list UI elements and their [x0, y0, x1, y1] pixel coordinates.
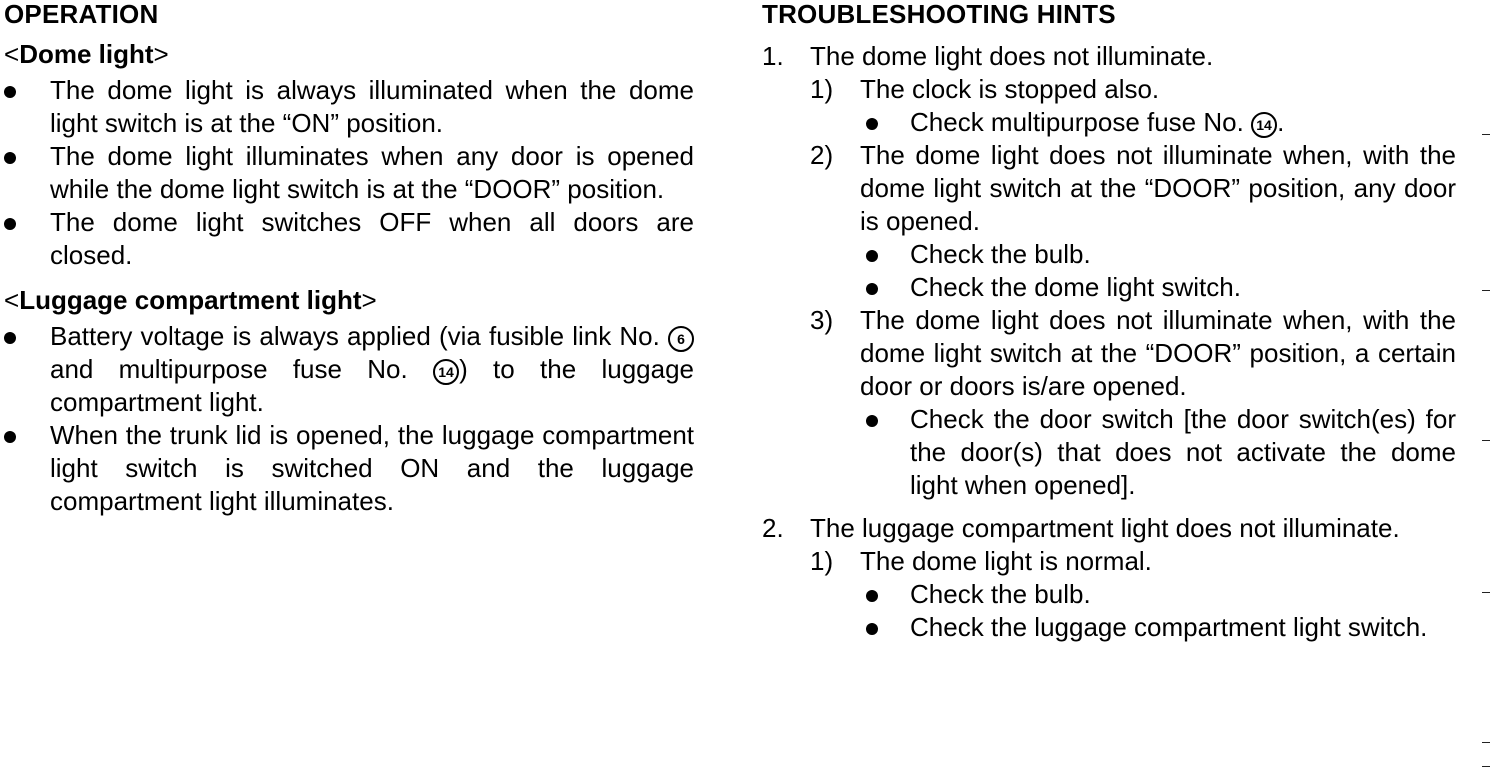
check-text: . — [1277, 107, 1285, 137]
bullet-icon — [866, 623, 878, 635]
bullet-icon — [866, 590, 878, 602]
check-text: Check the luggage compartment light switch. — [910, 612, 1428, 642]
bullet-text: Battery voltage is always applied (via fusible link No. — [50, 321, 660, 351]
hint-text: The luggage compartment light does not illuminate. — [810, 513, 1400, 543]
margin-tick — [1482, 290, 1490, 291]
dome-light-bullets — [4, 74, 694, 272]
subitem-text: The clock is stopped also. — [860, 74, 1160, 104]
hint-subitem — [810, 545, 1456, 644]
subitem-number: 3) — [810, 305, 834, 335]
dome-light-lt: < — [4, 39, 20, 69]
bullet-icon — [866, 283, 878, 295]
luggage-light-gt: > — [361, 285, 377, 315]
hint-subitem — [810, 304, 1456, 502]
check-text: Check the bulb. — [910, 239, 1091, 269]
check-text: Check the dome light switch. — [910, 272, 1241, 302]
subitem-number: 2) — [810, 140, 834, 170]
troubleshooting-heading: TROUBLESHOOTING HINTS — [762, 0, 1116, 29]
margin-tick — [1482, 742, 1490, 743]
check-list — [860, 578, 1456, 644]
list-item — [4, 140, 694, 206]
hint-item — [762, 512, 1456, 644]
list-item — [4, 206, 694, 272]
list-item — [4, 419, 694, 518]
bullet-text: The dome light is always illuminated when the dome light switch is at the “ON” position. — [50, 75, 694, 138]
bullet-text: The dome light switches OFF when all doors are closed. — [50, 207, 694, 270]
list-item — [860, 271, 1456, 304]
bullet-text: ) to the luggage compartment light. — [50, 354, 694, 417]
dome-light-title: Dome light — [19, 39, 154, 69]
check-text: Check multipurpose fuse No. — [910, 107, 1244, 137]
margin-tick — [1482, 766, 1490, 767]
dome-light-gt: > — [153, 39, 169, 69]
margin-tick — [1482, 440, 1490, 441]
subitem-text: The dome light does not illuminate when, with the dome light switch at the “DOOR” position, a certain door or doors is/are opened. — [860, 305, 1456, 401]
circled-number-icon: 14 — [433, 359, 459, 385]
dome-light-subheading — [4, 38, 694, 70]
list-item — [4, 320, 694, 419]
hint-number: 2. — [762, 513, 784, 543]
margin-tick — [1482, 592, 1490, 593]
subitem-number: 1) — [810, 74, 834, 104]
bullet-text: The dome light illuminates when any door is opened while the dome light switch is at the “DOOR” position. — [50, 141, 694, 204]
list-item — [860, 611, 1456, 644]
bullet-icon — [866, 118, 878, 130]
list-item — [860, 578, 1456, 611]
bullet-text: and multipurpose fuse No. — [50, 354, 408, 384]
circled-number-icon: 6 — [668, 326, 694, 352]
subitem-text: The dome light is normal. — [860, 546, 1152, 576]
operation-heading: OPERATION — [4, 0, 159, 29]
hint-number: 1. — [762, 41, 784, 71]
list-item — [860, 403, 1456, 502]
luggage-light-subheading — [4, 284, 694, 316]
luggage-light-lt: < — [4, 285, 20, 315]
hint-text: The dome light does not illuminate. — [810, 41, 1214, 71]
bullet-icon — [866, 250, 878, 262]
check-text: Check the door switch [the door switch(es) for the door(s) that does not activate the dome light when opened]. — [910, 404, 1456, 500]
bullet-text: When the trunk lid is opened, the luggage compartment light switch is switched ON and the luggage compartment light illuminates. — [50, 420, 694, 516]
hint-item — [762, 40, 1456, 502]
luggage-light-title: Luggage compartment light — [19, 285, 362, 315]
bullet-icon — [4, 86, 16, 98]
list-item — [860, 106, 1456, 139]
subitem-text: The dome light does not illuminate when, with the dome light switch at the “DOOR” position, any door is opened. — [860, 140, 1456, 236]
bullet-icon — [4, 152, 16, 164]
troubleshooting-column — [762, 0, 1456, 644]
circled-number-icon: 14 — [1251, 112, 1277, 138]
bullet-icon — [4, 218, 16, 230]
check-list — [860, 106, 1456, 139]
bullet-icon — [4, 332, 16, 344]
luggage-light-bullets — [4, 320, 694, 518]
check-text: Check the bulb. — [910, 579, 1091, 609]
list-item — [4, 74, 694, 140]
check-list — [860, 403, 1456, 502]
subitem-number: 1) — [810, 546, 834, 576]
bullet-icon — [4, 431, 16, 443]
list-item — [860, 238, 1456, 271]
hint-subitem — [810, 139, 1456, 304]
bullet-icon — [866, 415, 878, 427]
operation-column — [4, 0, 694, 518]
margin-tick — [1482, 134, 1490, 135]
hint-subitem — [810, 73, 1456, 139]
check-list — [860, 238, 1456, 304]
